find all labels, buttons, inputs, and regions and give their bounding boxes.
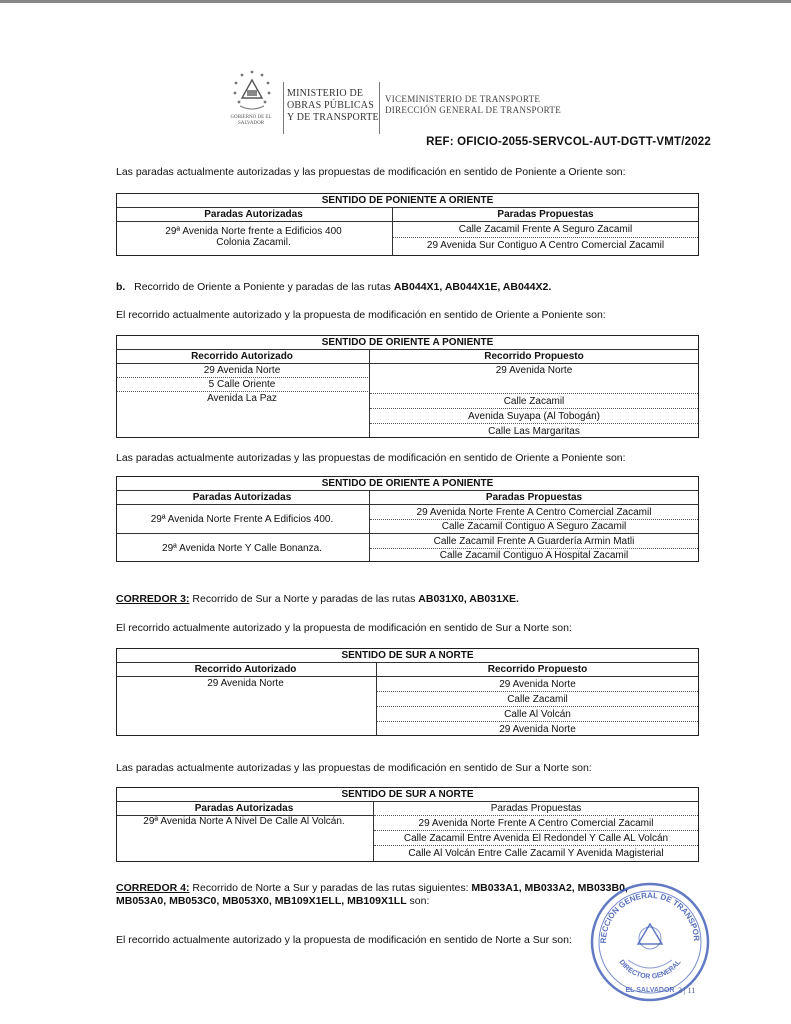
table-poniente-oriente-stops	[116, 193, 699, 256]
table-cell: Calle Al Volcán	[504, 708, 571, 720]
table-cell: 29ª Avenida Norte Frente A Edificios 400.	[150, 513, 334, 525]
column-header: Recorrido Autorizado	[194, 663, 297, 675]
column-header: Paradas Propuestas	[497, 208, 594, 220]
column-header: Recorrido Propuesto	[484, 351, 584, 362]
paragraph: Las paradas actualmente autorizadas y las propuestas de modificación en sentido de Poniente a Oriente son:	[116, 166, 626, 178]
section-heading: b. Recorrido de Oriente a Poniente y paradas de las rutas AB044X1, AB044X1E, AB044X2.	[116, 281, 552, 293]
table-cell: Calle Zacamil	[507, 693, 568, 705]
svg-text:DIRECCIÓN GENERAL DE TRANSPORT: RECCIÓN GENERAL DE TRANSPOR	[598, 890, 702, 944]
column-header: Paradas Autorizadas	[194, 802, 294, 814]
column-header: Paradas Propuestas	[490, 802, 582, 814]
letterhead-divider	[379, 82, 380, 134]
page-number: 3 | 11	[678, 986, 696, 995]
table-title: SENTIDO DE ORIENTE A PONIENTE	[321, 478, 494, 489]
table-oriente-poniente-stops	[116, 476, 699, 562]
table-cell: Calle Zacamil Entre Avenida El Redondel Y Calle AL Volcán	[403, 832, 669, 844]
table-cell: Avenida La Paz	[207, 393, 277, 404]
table-title: SENTIDO DE SUR A NORTE	[341, 650, 474, 661]
letterhead-divider	[283, 82, 284, 134]
paragraph: Las paradas actualmente autorizadas y las propuestas de modificación en sentido de Oriente a Poniente son:	[116, 452, 626, 464]
table-cell: 29 Avenida Norte	[499, 678, 576, 690]
paragraph: El recorrido actualmente autorizado y la propuesta de modificación en sentido de Sur a Norte son:	[116, 622, 572, 634]
reference-number: REF: OFICIO-2055-SERVCOL-AUT-DGTT-VMT/2022	[426, 136, 711, 148]
table-cell: Calle Zacamil Frente A Guardería Armin Matli	[433, 535, 635, 547]
table-cell: Calle Zacamil	[503, 395, 565, 407]
vice-ministry-name: VICEMINISTERIO DE TRANSPORTE DIRECCIÓN GENERAL DE TRANSPORTE	[385, 94, 562, 115]
table-cell: 29ª Avenida Norte Y Calle Bonanza.	[162, 542, 322, 554]
table-cell: 5 Calle Oriente	[208, 379, 276, 390]
svg-text:EL SALVADOR: EL SALVADOR	[625, 987, 675, 994]
table-cell: 29ª Avenida Norte frente a Edificios 400 Colonia Zacamil.	[165, 226, 342, 248]
column-header: Paradas Propuestas	[485, 491, 583, 503]
svg-text:DIRECTOR GENERAL: DIRECTOR GENERAL	[617, 958, 683, 981]
table-cell: Calle Las Margaritas	[488, 425, 580, 437]
column-header: Recorrido Propuesto	[487, 663, 588, 675]
section-heading-continuation: MB053A0, MB053C0, MB053X0, MB109X1ELL, MB109X1LL son:	[116, 895, 430, 907]
table-sur-norte-stops	[116, 787, 699, 862]
table-cell: Calle Zacamil Contiguo A Seguro Zacamil	[441, 520, 627, 532]
table-cell: Calle Zacamil Frente A Seguro Zacamil	[458, 224, 633, 235]
table-title: SENTIDO DE SUR A NORTE	[341, 789, 474, 800]
scan-top-edge	[0, 0, 791, 3]
table-cell: Calle Al Volcán Entre Calle Zacamil Y Avenida Magisterial	[408, 847, 664, 859]
table-title: SENTIDO DE ORIENTE A PONIENTE	[321, 337, 494, 348]
section-heading: CORREDOR 4: Recorrido de Norte a Sur y paradas de las rutas siguientes: MB033A1, MB033A2, MB033B0,	[116, 882, 628, 894]
table-cell: 29 Avenida Norte	[203, 365, 281, 376]
table-oriente-poniente-route	[116, 335, 699, 438]
paragraph: El recorrido actualmente autorizado y la propuesta de modificación en sentido de Norte a Sur son:	[116, 934, 572, 946]
table-cell: Calle Zacamil Contiguo A Hospital Zacamil	[439, 549, 629, 561]
section-heading: CORREDOR 3: Recorrido de Sur a Norte y paradas de las rutas AB031X0, AB031XE.	[116, 593, 519, 605]
table-cell: 29 Avenida Norte	[495, 365, 573, 376]
table-cell: Avenida Suyapa (Al Tobogán)	[468, 410, 600, 422]
table-title: SENTIDO DE PONIENTE A ORIENTE	[321, 195, 494, 206]
table-sur-norte-route	[116, 648, 699, 736]
table-cell: 29 Avenida Norte	[499, 723, 576, 735]
column-header: Paradas Autorizadas	[192, 491, 292, 503]
table-cell: 29 Avenida Norte Frente A Centro Comercial Zacamil	[416, 506, 652, 518]
table-cell: 29 Avenida Norte Frente A Centro Comercial Zacamil	[418, 817, 654, 829]
government-label: GOBIERNO DE EL SALVADOR	[230, 115, 272, 126]
table-cell: 29ª Avenida Norte A Nivel De Calle Al Volcán.	[143, 816, 345, 827]
column-header: Paradas Autorizadas	[204, 208, 303, 220]
table-cell: 29 Avenida Norte	[207, 678, 284, 689]
paragraph: Las paradas actualmente autorizadas y las propuestas de modificación en sentido de Sur a Norte son:	[116, 762, 592, 774]
paragraph: El recorrido actualmente autorizado y la propuesta de modificación en sentido de Oriente a Poniente son:	[116, 309, 606, 321]
ministry-name: MINISTERIO DE OBRAS PÚBLICAS Y DE TRANSPORTE	[287, 88, 379, 123]
table-cell: 29 Avenida Sur Contiguo A Centro Comercial Zacamil	[426, 240, 665, 251]
column-header: Recorrido Autorizado	[191, 351, 293, 362]
